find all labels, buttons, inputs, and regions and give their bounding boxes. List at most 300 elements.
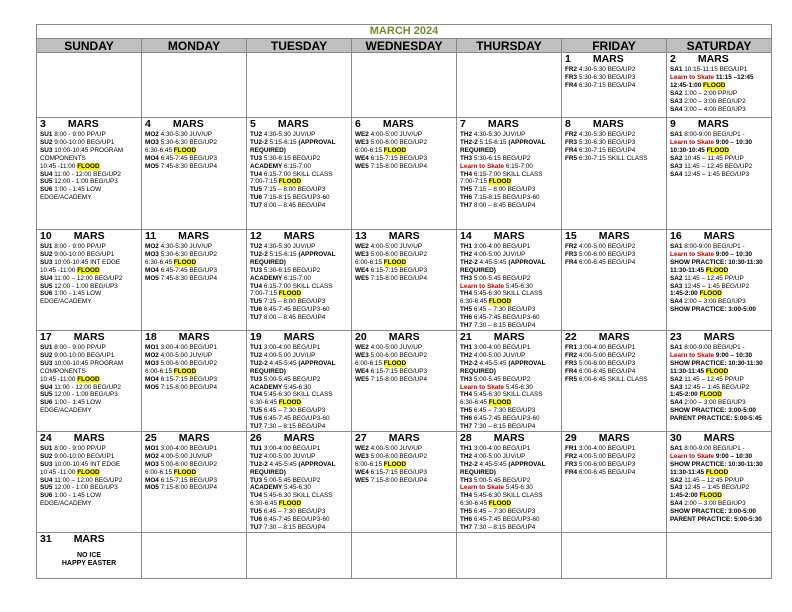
schedule-line xyxy=(355,344,453,352)
session-code: TH3 xyxy=(460,375,474,383)
schedule-line xyxy=(670,360,768,368)
session-text: 4:45-5:45 xyxy=(479,258,509,266)
session-text: 6:15-7:00 xyxy=(283,274,311,282)
session-code: 11:30-11:45 xyxy=(670,266,706,274)
session-text: 6:00-6:45 BEG/UP4 xyxy=(578,468,636,476)
weekday-wednesday: WEDNESDAY xyxy=(352,39,457,53)
session-code: MO4 xyxy=(145,375,161,383)
day-number: 2 xyxy=(670,53,676,65)
session-code: FR2 xyxy=(565,351,579,359)
session-text: 11:45 – 12:45 PP/UP xyxy=(684,476,744,484)
session-text: 8:00-9:00 BEG/UP1 - xyxy=(684,131,745,138)
session-code: TH5 xyxy=(460,508,474,516)
session-code: TU4 xyxy=(250,282,264,290)
day-number: 21 xyxy=(460,330,472,343)
schedule-line xyxy=(355,469,453,477)
session-text: 6:45-7:45 BEG/UP3-60 xyxy=(473,415,540,423)
session-code: SU3 xyxy=(40,359,55,367)
schedule-line xyxy=(460,283,558,291)
schedule-line xyxy=(250,477,348,485)
session-text: 4:45-5:45 xyxy=(269,460,299,468)
session-text: 6:30-7:15 SKILL CLASS xyxy=(578,154,648,162)
schedule-line xyxy=(670,139,768,147)
schedule-line xyxy=(145,131,243,139)
session-code: SA4 xyxy=(670,399,685,407)
flood-badge: FLOOD xyxy=(383,460,407,468)
session-code: TH7 xyxy=(460,322,474,330)
day-number: 5 xyxy=(250,118,256,130)
session-code: SU1 xyxy=(40,343,55,351)
learn-to-skate-label: Learn to Skate xyxy=(460,162,506,170)
schedule-line xyxy=(670,500,768,508)
session-text: 4:00-5:00 BEG/UP2 xyxy=(578,243,636,250)
session-code: SU1 xyxy=(40,444,55,452)
flood-badge: FLOOD xyxy=(278,399,302,407)
weekday-header-row xyxy=(37,39,772,53)
schedule-line xyxy=(355,360,453,368)
day-header xyxy=(670,54,768,65)
session-text: 8:00 - 9:00 PP/UP xyxy=(54,444,106,452)
session-text: 8:00 - 9:00 PP/UP xyxy=(54,131,106,138)
session-text: 6:00-6:45 BEG/UP4 xyxy=(578,258,636,266)
session-text: 5:15-6:15 xyxy=(269,250,299,258)
session-code: MO5 xyxy=(145,484,161,492)
session-code: FR5 xyxy=(565,375,579,383)
schedule-line xyxy=(40,243,138,251)
week-row xyxy=(37,118,772,230)
session-text: 7:15-8:00 BEG/UP4 xyxy=(160,383,218,391)
day-header xyxy=(670,231,768,242)
schedule-line xyxy=(250,492,348,500)
schedule-line xyxy=(40,178,138,186)
day-number: 24 xyxy=(40,431,52,444)
schedule-line xyxy=(460,243,558,251)
day-label: MARS xyxy=(493,431,525,444)
session-code: SHOW PRACTICE: 3:00-5:00 xyxy=(670,306,756,314)
schedule-line xyxy=(250,155,348,163)
schedule-line xyxy=(460,131,558,139)
weekday-sunday: SUNDAY xyxy=(37,39,142,53)
day-number: 27 xyxy=(355,431,367,444)
schedule-line xyxy=(460,344,558,352)
week-row xyxy=(37,330,772,431)
session-code: SU2 xyxy=(40,138,55,146)
schedule-line xyxy=(670,131,768,139)
session-code: MO3 xyxy=(145,138,161,146)
session-code: SU3 xyxy=(40,460,55,468)
session-code: SA2 xyxy=(670,375,685,383)
session-code: SU4 xyxy=(40,383,55,391)
session-text: 6:30-6:45 xyxy=(460,500,489,508)
day-number: 29 xyxy=(565,431,577,444)
schedule-line xyxy=(145,484,243,492)
session-text: 1:00 - 1:45 LOW EDGE/ACADEMY xyxy=(40,399,102,415)
session-code: 10:30-10:45 xyxy=(670,146,707,154)
schedule-line xyxy=(670,171,768,179)
schedule-line xyxy=(460,492,558,500)
schedule-line xyxy=(460,290,558,298)
schedule-line xyxy=(145,352,243,360)
schedule-line xyxy=(460,376,558,384)
schedule-line xyxy=(670,391,768,399)
empty-day-cell xyxy=(247,53,352,118)
schedule-line xyxy=(40,352,138,360)
schedule-line xyxy=(460,399,558,407)
session-text: 5:00-6:00 BEG/UP2 xyxy=(370,138,428,146)
schedule-line xyxy=(460,186,558,194)
schedule-line xyxy=(145,163,243,171)
day-label: MARS xyxy=(598,330,630,343)
session-text: 5:45-6:30 xyxy=(505,383,533,391)
session-code: WE3 xyxy=(355,351,371,359)
session-text: 5:45-6:30 xyxy=(505,484,533,492)
day-header xyxy=(145,332,243,343)
session-text: 10:45 -11:00 xyxy=(40,266,78,274)
session-text: 1:00 - 1:45 LOW EDGE/ACADEMY xyxy=(40,492,102,508)
schedule-line xyxy=(670,461,768,469)
session-code: MO4 xyxy=(145,154,161,162)
schedule-line xyxy=(670,74,768,82)
session-text: 7:30 – 8:15 BEG/UP4 xyxy=(473,423,536,431)
session-text: 6:30-6:45 xyxy=(145,146,174,154)
session-text: 11:45 – 12:45 BEG/UP2 xyxy=(684,162,753,170)
schedule-line xyxy=(40,384,138,392)
flood-badge: FLOOD xyxy=(173,468,197,476)
session-code: TH7 xyxy=(460,423,474,431)
session-code: SU6 xyxy=(40,492,55,500)
schedule-line xyxy=(145,445,243,453)
flood-badge: FLOOD xyxy=(77,468,100,476)
session-text: 4:30-5:30 JUV/UP xyxy=(263,131,316,138)
flood-badge: FLOOD xyxy=(383,146,407,154)
flood-badge: FLOOD xyxy=(77,375,100,383)
session-text: 6:15-7:15 BEG/UP3 xyxy=(370,367,428,375)
session-code: TH6 xyxy=(460,516,474,524)
week-row xyxy=(37,53,772,118)
session-code: TU5 xyxy=(250,508,264,516)
session-code: SA1 xyxy=(670,131,685,138)
session-code: WE2 xyxy=(355,243,371,250)
session-code: WE2 xyxy=(355,131,371,138)
session-code: WE4 xyxy=(355,266,371,274)
learn-to-skate-label: Learn to Skate xyxy=(460,484,506,492)
day-header xyxy=(250,332,348,343)
session-code: FR3 xyxy=(565,460,579,468)
session-code: MO3 xyxy=(145,359,161,367)
session-text: 4:45-5:45 xyxy=(479,460,509,468)
session-code: FR2 xyxy=(565,243,579,250)
flood-badge: FLOOD xyxy=(488,178,512,186)
session-code: FR2 xyxy=(565,131,579,138)
day-header xyxy=(40,433,138,444)
day-cell xyxy=(352,330,457,431)
schedule-line xyxy=(355,267,453,275)
session-text: 3:00-4:00 BEG/UP1 xyxy=(160,343,218,351)
flood-badge: FLOOD xyxy=(77,266,100,274)
learn-to-skate-label: Learn to Skate xyxy=(460,282,506,290)
day-header xyxy=(460,433,558,444)
empty-day-cell xyxy=(352,532,457,578)
session-code: TU7 xyxy=(250,202,264,210)
session-text: 6:15-7:00 SKILL CLASS xyxy=(473,170,543,178)
session-code: SA1 xyxy=(670,243,685,250)
schedule-line xyxy=(565,453,663,461)
session-code: SU2 xyxy=(40,351,55,359)
schedule-line xyxy=(565,461,663,469)
day-cell xyxy=(37,532,142,578)
schedule-line xyxy=(40,275,138,283)
session-code: TH5 xyxy=(460,186,474,194)
flood-badge: FLOOD xyxy=(278,178,302,186)
session-code: TH4 xyxy=(460,170,474,178)
day-label: MARS xyxy=(598,230,630,242)
schedule-line xyxy=(250,131,348,139)
schedule-line xyxy=(40,453,138,461)
session-text: 6:15-7:15 BEG/UP3 xyxy=(370,154,428,162)
session-code: FR3 xyxy=(565,359,579,367)
schedule-line xyxy=(40,477,138,485)
day-cell xyxy=(562,53,667,118)
session-code: TU5 xyxy=(250,407,264,415)
day-header xyxy=(565,119,663,130)
session-text: 5:45-6:30 xyxy=(505,282,533,290)
session-code: SU5 xyxy=(40,178,55,186)
session-text: 5:15-6:15 xyxy=(479,138,509,146)
schedule-line xyxy=(145,259,243,267)
session-code: WE5 xyxy=(355,162,371,170)
day-number: 26 xyxy=(250,431,262,444)
empty-day-cell xyxy=(562,532,667,578)
day-cell xyxy=(667,230,772,331)
day-number: 10 xyxy=(40,230,52,242)
session-text: 6:15-7:15 BEG/UP3 xyxy=(160,375,218,383)
session-code: MO1 xyxy=(145,444,161,452)
schedule-line xyxy=(565,259,663,267)
session-code: MO4 xyxy=(145,266,161,274)
schedule-line xyxy=(40,445,138,453)
session-code: MO4 xyxy=(145,476,161,484)
session-text: 6:45-7:45 BEG/UP3-60 xyxy=(263,415,330,423)
day-label: MARS xyxy=(73,330,105,343)
session-text: 4:00-5:00 JUV/UP xyxy=(160,452,213,460)
schedule-line xyxy=(250,445,348,453)
session-code: TU2-2 xyxy=(250,138,270,146)
session-code: TH6 xyxy=(460,314,474,322)
session-code: TU6 xyxy=(250,415,264,423)
session-text: 12:00 - 1:00 BEG/UP3 xyxy=(54,391,118,399)
schedule-line xyxy=(40,360,138,376)
session-text: 12:45 – 1:45 BEG/UP2 xyxy=(684,484,750,492)
session-text: 7:15-8:15 BEG/UP3-60 xyxy=(263,194,330,202)
session-code: TU3 xyxy=(250,375,264,383)
session-text: 6:45 – 7:30 BEG/UP3 xyxy=(473,306,536,314)
session-code: (APPROVAL REQUIRED) xyxy=(460,460,546,476)
schedule-line xyxy=(565,352,663,360)
session-code: PARENT PRACTICE: 5:00-5:45 xyxy=(670,415,762,423)
empty-day-cell xyxy=(457,53,562,118)
session-code: TU1 xyxy=(250,343,264,351)
schedule-line xyxy=(250,251,348,267)
session-text: 4:30-5:30 JUV/UP xyxy=(473,131,526,138)
schedule-line xyxy=(250,391,348,399)
schedule-line xyxy=(565,66,663,74)
session-text: 5:00-6:00 BEG/UP3 xyxy=(578,359,636,367)
session-text: 2:00 – 3:00 BEG/UP3 xyxy=(684,500,746,508)
session-text: 5:00-6:00 BEG/UP2 xyxy=(160,460,218,468)
session-text: 4:30-5:30 JUV/UP xyxy=(263,243,316,250)
session-code: SU1 xyxy=(40,243,55,250)
flood-badge: FLOOD xyxy=(699,492,722,500)
session-code: SU5 xyxy=(40,484,55,492)
session-text: 6:45-7:45 BEG/UP3-60 xyxy=(263,306,330,314)
session-text: 11:45 – 12:45 PP/UP xyxy=(684,274,744,282)
schedule-line xyxy=(565,131,663,139)
session-text: 7:15 – 8:00 BEG/UP3 xyxy=(263,186,326,194)
schedule-line xyxy=(460,407,558,415)
flood-badge: FLOOD xyxy=(699,391,722,399)
schedule-line xyxy=(250,186,348,194)
schedule-line xyxy=(355,163,453,171)
schedule-line xyxy=(250,243,348,251)
schedule-line xyxy=(460,314,558,322)
weekday-monday: MONDAY xyxy=(142,39,247,53)
session-text: 6:15-7:15 BEG/UP3 xyxy=(370,266,428,274)
weekday-thursday: THURSDAY xyxy=(457,39,562,53)
schedule-line xyxy=(565,74,663,82)
schedule-line xyxy=(460,500,558,508)
flood-badge: FLOOD xyxy=(383,359,407,367)
schedule-line xyxy=(250,267,348,275)
session-text: 10:45 -11:00 xyxy=(40,162,78,170)
session-text: 6:45-7:45 BEG/UP3-60 xyxy=(263,516,330,524)
session-text: 5:30-6:30 BEG/UP2 xyxy=(160,138,218,146)
schedule-line xyxy=(460,155,558,163)
day-label: MARS xyxy=(697,53,729,65)
day-label: MARS xyxy=(382,118,414,130)
session-text: 5:45-6:30 SKILL CLASS xyxy=(473,290,543,298)
session-code: SA4 xyxy=(670,105,685,113)
schedule-line xyxy=(670,290,768,298)
schedule-line xyxy=(250,178,348,186)
session-code: FR2 xyxy=(565,66,579,73)
schedule-line xyxy=(460,484,558,492)
schedule-line xyxy=(250,306,348,314)
session-code: WE2 xyxy=(355,444,371,452)
session-text: 7:15-8:00 BEG/UP4 xyxy=(370,162,428,170)
schedule-line xyxy=(565,344,663,352)
session-text: 10:00-10:45 INT EDGE xyxy=(54,258,121,266)
session-text: 10:00-10:45 PROGRAM COMPONENTS xyxy=(40,359,124,375)
schedule-line xyxy=(40,469,138,477)
session-code: (APPROVAL REQUIRED) xyxy=(460,138,546,154)
session-text: 4:00-5:00 JUV/UP xyxy=(370,131,423,138)
session-code: TU2-2 xyxy=(250,460,270,468)
schedule-line xyxy=(460,524,558,532)
session-code: SA3 xyxy=(670,162,685,170)
session-text: 5:45-6:30 SKILL CLASS xyxy=(473,391,543,399)
day-number: 20 xyxy=(355,330,367,343)
session-code: SA2 xyxy=(670,154,685,162)
session-code: TU4 xyxy=(250,391,264,399)
schedule-line xyxy=(460,391,558,399)
schedule-line xyxy=(670,66,768,74)
session-code: MO2 xyxy=(145,452,161,460)
session-code: (APPROVAL REQUIRED) xyxy=(250,460,336,476)
empty-day-cell xyxy=(352,53,457,118)
session-code: TU2 xyxy=(250,452,264,460)
session-code: WE2 xyxy=(355,343,371,351)
schedule-line xyxy=(145,461,243,469)
session-text: 4:45-5:45 xyxy=(479,359,509,367)
day-cell xyxy=(457,230,562,331)
session-text: 5:00-5:45 BEG/UP2 xyxy=(473,375,531,383)
day-header xyxy=(250,231,348,242)
day-cell xyxy=(667,53,772,118)
session-code: TH2 xyxy=(460,351,474,359)
day-cell xyxy=(457,431,562,532)
day-cell xyxy=(37,330,142,431)
schedule-line xyxy=(250,163,348,171)
session-text: 6:15-7:15 BEG/UP3 xyxy=(370,468,428,476)
session-text: 5:00-6:00 BEG/UP2 xyxy=(160,359,218,367)
session-code: TU7 xyxy=(250,314,264,322)
session-text: 12:00 - 1:00 BEG/UP3 xyxy=(54,484,118,492)
session-text: 6:45-7:45 BEG/UP3-60 xyxy=(473,314,540,322)
session-code: SA2 xyxy=(670,89,685,97)
schedule-line xyxy=(460,461,558,477)
session-code: 11:15 –12:45 xyxy=(715,73,754,81)
session-text: 6:00-6:15 xyxy=(355,258,384,266)
weekday-friday: FRIDAY xyxy=(562,39,667,53)
session-text: 5:00-5:45 BEG/UP2 xyxy=(263,375,321,383)
day-label: MARS xyxy=(493,230,525,242)
flood-badge: FLOOD xyxy=(488,500,512,508)
session-code: SU5 xyxy=(40,391,55,399)
day-label: MARS xyxy=(592,118,624,130)
flood-badge: FLOOD xyxy=(703,81,726,89)
day-label: MARS xyxy=(703,431,735,444)
schedule-line xyxy=(460,352,558,360)
day-cell xyxy=(247,118,352,230)
day-number: 8 xyxy=(565,118,571,130)
session-text: 8:00 - 9:00 PP/UP xyxy=(54,243,106,250)
schedule-line xyxy=(355,243,453,251)
schedule-line xyxy=(355,139,453,147)
session-text: 9:00-10:00 BEG/UP1 xyxy=(54,452,115,460)
schedule-line xyxy=(250,453,348,461)
session-code: SA3 xyxy=(670,383,685,391)
session-text: 8:00-9:00 BEG/UP1 - xyxy=(684,444,745,452)
session-text: 6:30-6:45 xyxy=(145,258,174,266)
session-code: SU2 xyxy=(40,250,55,258)
session-text: 5:00-5:45 BEG/UP2 xyxy=(473,274,531,282)
session-text: 6:45-7:45 BEG/UP3-60 xyxy=(473,516,540,524)
day-number: 16 xyxy=(670,230,682,242)
session-text: 7:00-7:15 xyxy=(250,290,279,298)
schedule-line xyxy=(40,344,138,352)
session-text: 12:45 – 1:45 BEG/UP3 xyxy=(684,170,750,178)
schedule-line xyxy=(145,147,243,155)
session-code: TH1 xyxy=(460,243,474,250)
session-code: TU3 xyxy=(250,476,264,484)
schedule-line xyxy=(670,469,768,477)
session-code: SU6 xyxy=(40,186,55,194)
session-code: TU3 xyxy=(250,266,264,274)
session-text: 4:00-5:00 JUV/UP xyxy=(263,452,316,460)
schedule-line xyxy=(250,290,348,298)
schedule-line xyxy=(670,384,768,392)
session-code: WE4 xyxy=(355,154,371,162)
